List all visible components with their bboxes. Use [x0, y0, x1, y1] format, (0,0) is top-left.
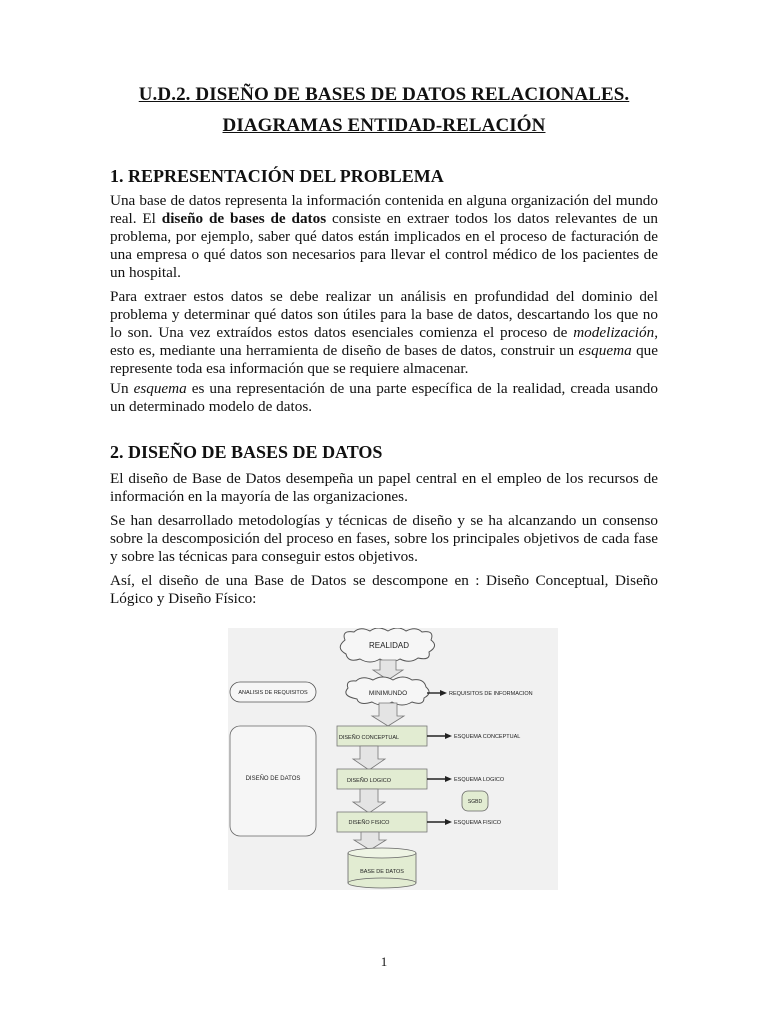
section2-heading: 2. DISEÑO DE BASES DE DATOS	[110, 442, 383, 462]
minimundo-label: MINIMUNDO	[368, 690, 408, 697]
section1-p2-text-a: Para extraer estos datos se debe realizar un análisis en profundidad del dominio del problema y determinar qué datos son útiles para la base de datos, descartando los que no lo son. Una vez extraídos estos datos esenciales comienza el proceso de	[110, 288, 658, 341]
analysis-requirements-box	[230, 682, 316, 702]
section1-p3-text-c: es una representación de una parte específica de la realidad, creada usando un determinado modelo de datos.	[110, 380, 658, 415]
section1-p1-text-a: Una base de datos representa la información contenida en alguna organización del mundo real. El	[110, 192, 658, 227]
document-title-line1: U.D.2. DISEÑO DE BASES DE DATOS RELACIONALES.	[138, 84, 630, 105]
requirements-info-label: REQUISITOS DE INFORMACION	[449, 691, 533, 697]
conceptual-design-box	[337, 726, 427, 746]
page-number: 1	[380, 954, 388, 969]
section1-p1-bold: diseño de bases de datos	[161, 210, 327, 227]
database-design-flow-diagram	[228, 628, 558, 890]
logical-design-label: DISEÑO LOGICO	[346, 778, 392, 784]
section1-paragraph3	[110, 380, 658, 416]
database-label: BASE DE DATOS	[360, 869, 404, 875]
logical-design-box	[337, 769, 427, 789]
data-design-box	[230, 726, 316, 836]
sgbd-box	[462, 791, 488, 811]
section1-p2-text-c: , esto es, mediante una herramienta de diseño de bases de datos, construir un	[110, 324, 658, 359]
section1-p2-italic-modelizacion: modelización	[573, 324, 655, 341]
section1-p2-text-e: que represente toda esa información que se requiere almacenar.	[110, 342, 658, 377]
database-cylinder	[348, 848, 416, 888]
minimundo-cloud	[346, 677, 429, 705]
data-design-label: DISEÑO DE DATOS	[245, 776, 301, 782]
analysis-requirements-label: ANALISIS DE REQUISITOS	[238, 690, 308, 696]
section2-paragraph2: Se han desarrollado metodologías y técnicas de diseño y se ha alcanzando un consenso sobre la descomposición del proceso en fases, sobre los principales objetivos de cada fase y sobre las técnicas para conseguir estos objetivos.	[110, 512, 658, 565]
section1-paragraph1	[110, 192, 658, 282]
reality-label: REALIDAD	[368, 641, 410, 650]
physical-schema-label: ESQUEMA FISICO	[454, 820, 502, 826]
conceptual-design-label: DISEÑO CONCEPTUAL	[338, 735, 400, 741]
section1-paragraph2	[110, 288, 658, 378]
section2-paragraph1: El diseño de Base de Datos desempeña un papel central en el empleo de los recursos de información en la mayoría de las organizaciones.	[110, 470, 658, 505]
reality-cloud	[340, 628, 434, 662]
document-title-line2: DIAGRAMAS ENTIDAD-RELACIÓN	[222, 115, 546, 136]
section1-heading: 1. REPRESENTACIÓN DEL PROBLEMA	[110, 166, 444, 186]
physical-design-box	[337, 812, 427, 832]
sgbd-label: SGBD	[467, 799, 483, 805]
section1-p1-text-c: consiste en extraer todos los datos relevantes de un problema, por ejemplo, saber qué datos están implicados en el proceso de facturación de una empresa o qué datos son necesarios para llevar el control médico de los pacientes de un hospital.	[110, 210, 658, 281]
conceptual-schema-label: ESQUEMA CONCEPTUAL	[454, 734, 521, 740]
logical-schema-label: ESQUEMA LOGICO	[454, 777, 505, 783]
section2-paragraph3: Así, el diseño de una Base de Datos se descompone en : Diseño Conceptual, Diseño Lógico y Diseño Físico:	[110, 572, 658, 607]
physical-design-label: DISEÑO FISICO	[348, 820, 390, 826]
section1-p3-text-a: Un	[110, 380, 134, 397]
section1-p3-italic-esquema: esquema	[133, 380, 187, 397]
section1-p2-italic-esquema: esquema	[578, 342, 632, 359]
